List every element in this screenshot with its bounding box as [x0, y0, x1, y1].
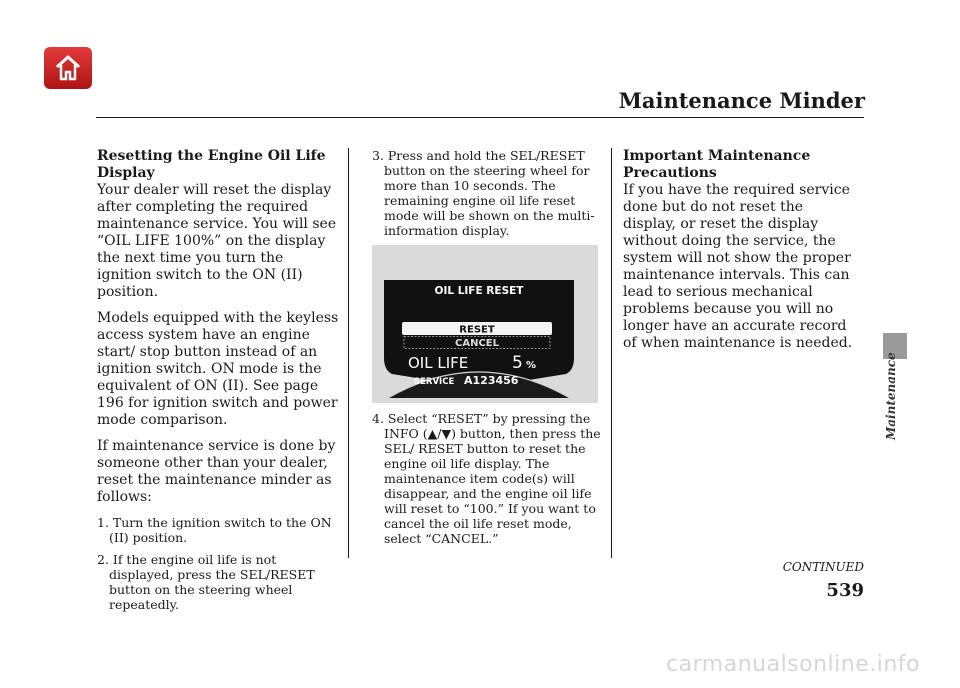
column-divider-left: [348, 148, 349, 558]
page-number: 539: [826, 580, 864, 601]
column-reset-steps: [372, 148, 604, 553]
step-2: 2. If the engine oil life is not displayed, press the SEL/RESET button on the steering wheel repeatedly.: [97, 552, 315, 612]
paragraph-self-service: If maintenance service is done by someone other than your dealer, reset the maintenance minder as follows:: [97, 438, 336, 505]
step-4: 4. Select “RESET” by pressing the INFO (▲/▼) button, then press the SEL/ RESET button to reset the engine oil life display. The maintenance item code(s) will disappear, and the engine oil life will reset to “100.” If you want to cancel the oil life reset mode, select “CANCEL.”: [372, 411, 601, 546]
section-title: Maintenance Minder: [618, 88, 865, 113]
display-oil-life-value: 5: [512, 353, 523, 373]
column-reset-instructions: [97, 148, 342, 619]
reset-heading: Resetting the Engine Oil Life Display: [97, 148, 326, 181]
display-figure: [372, 245, 598, 403]
title-divider: [96, 117, 864, 118]
step-1: 1. Turn the ignition switch to the ON (II) position.: [97, 515, 332, 545]
paragraph-keyless-access: Models equipped with the keyless access system have an engine start/ stop button instead of an ignition switch. ON mode is the equivalent of ON (II). See page 196 for ignition switch and power mode comparison.: [97, 310, 339, 428]
home-icon: [53, 54, 83, 82]
display-title: OIL LIFE RESET: [434, 285, 524, 297]
display-option-reset: RESET: [459, 324, 495, 336]
display-oil-life-unit: %: [526, 360, 537, 371]
watermark: carmanualsonline.info: [666, 652, 920, 677]
precautions-paragraph: If you have the required service done but do not reset the display, or reset the display without doing the service, the system will not show the proper maintenance intervals. This can lead to serious mechanical problems because you will no longer have an accurate record of when maintenance is needed.: [623, 182, 853, 351]
home-button[interactable]: [44, 47, 92, 89]
paragraph-dealer-reset: Your dealer will reset the display after completing the required maintenance service. You will see “OIL LIFE 100%” on the display the next time you turn the ignition switch to the ON (II) position.: [97, 182, 337, 300]
multi-information-display: [384, 280, 574, 400]
step-3: 3. Press and hold the SEL/RESET button on the steering wheel for more than 10 seconds. The remaining engine oil life reset mode will be shown on the multi-information display.: [372, 148, 595, 238]
column-divider-right: [611, 148, 612, 558]
column-precautions: [623, 148, 858, 361]
display-service-code: A123456: [464, 374, 519, 387]
display-oil-life-label: OIL LIFE: [408, 354, 469, 372]
sidebar-section-label: Maintenance: [884, 352, 898, 440]
continued-label: CONTINUED: [782, 560, 864, 574]
display-service-label: SERVICE: [414, 377, 455, 387]
precautions-heading: Important Maintenance Precautions: [623, 148, 811, 181]
display-option-cancel: CANCEL: [455, 338, 499, 349]
